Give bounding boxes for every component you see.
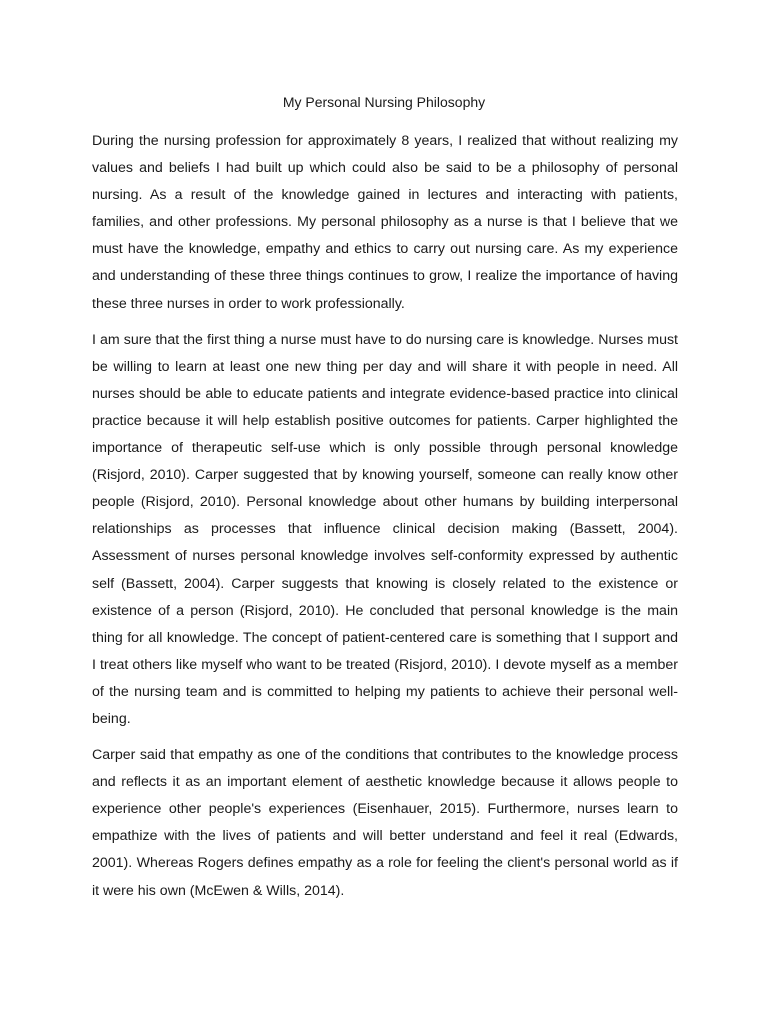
paragraph-empathy: Carper said that empathy as one of the conditions that contributes to the knowledge process and reflects it as an important element of aesthetic knowledge because it allows people to experience other people's experiences (Eisenhauer, 2015). Furthermore, nurses learn to empathize with the lives of patients and will better understand and feel it real (Edwards, 2001). Whereas Rogers defines empathy as a role for feeling the client's personal world as if it were his own (McEwen & Wills, 2014). [92,747,678,899]
document-body [92,128,678,914]
page-title: My Personal Nursing Philosophy [282,94,486,110]
paragraph-knowledge: I am sure that the first thing a nurse must have to do nursing care is knowledge. Nurses must be willing to learn at least one new thing per day and will share it with people in need. All nurses should be able to educate patients and integrate evidence-based practice into clinical practice because it will help establish positive outcomes for patients. Carper highlighted the importance of therapeutic self-use which is only possible through personal knowledge (Risjord, 2010). Carper suggested that by knowing yourself, someone can really know other people (Risjord, 2010). Personal knowledge about other humans by building interpersonal relationships as processes that influence clinical decision making (Bassett, 2004). Assessment of nurses personal knowledge involves self-conformity expressed by authentic self (Bassett, 2004). Carper suggests that knowing is closely related to the existence or existence of a person (Risjord, 2010). He concluded that personal knowledge is the main thing for all knowledge. The concept of patient-centered care is something that I support and I treat others like myself who want to be treated (Risjord, 2010). I devote myself as a member of the nursing team and is committed to helping my patients to achieve their personal well-being. [92,331,678,727]
paragraph-intro: During the nursing profession for approximately 8 years, I realized that without realizing my values and beliefs I had built up which could also be said to be a philosophy of personal nursing. As a result of the knowledge gained in lectures and interacting with patients, families, and other professions. My personal philosophy as a nurse is that I believe that we must have the knowledge, empathy and ethics to carry out nursing care. As my experience and understanding of these three things continues to grow, I realize the importance of having these three nurses in order to work professionally. [92,133,678,312]
